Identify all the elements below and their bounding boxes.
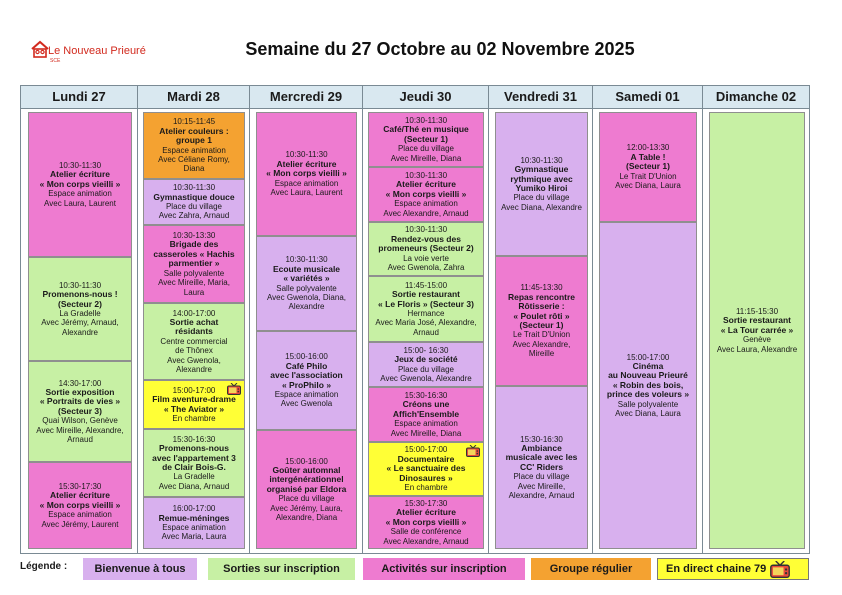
event-place: Espace animation	[394, 199, 458, 209]
event-name: rythmique avec	[510, 173, 573, 184]
event-staff: Avec Céliane Romy,	[158, 154, 230, 164]
event-staff: Mireille	[528, 349, 555, 359]
event-staff: Avec Alexandre, Arnaud	[383, 208, 469, 218]
legend-label: Bienvenue à tous	[94, 563, 186, 575]
event-card	[143, 303, 245, 380]
event-name: Sortie exposition	[45, 386, 115, 397]
day-header: Samedi 01	[593, 86, 702, 109]
event-name: (Secteur 1)	[404, 133, 448, 144]
event-name: « Mon corps vieilli »	[385, 188, 467, 199]
event-staff: Avec Zahra, Arnaud	[158, 211, 230, 221]
day-header: Mardi 28	[138, 86, 249, 109]
event-name: groupe 1	[176, 135, 212, 146]
event-name: au Nouveau Prieuré	[608, 370, 688, 381]
event-name: Créons une	[402, 399, 450, 410]
event-card	[28, 112, 132, 257]
event-name: Goûter automnal	[272, 464, 341, 475]
event-name: « Mon corps vieilli »	[39, 499, 121, 510]
event-place: Place du village	[278, 494, 335, 504]
event-time: 11:45-15:00	[404, 280, 448, 290]
event-time: 15:00-17:00	[626, 352, 670, 362]
event-time: 15:30-17:30	[404, 498, 448, 508]
legend-direct	[657, 558, 809, 580]
event-staff: Alexandre, Diana	[275, 513, 338, 523]
event-name: résidants	[175, 326, 213, 337]
event-time: 10:30-11:30	[404, 170, 448, 180]
event-card	[368, 342, 484, 387]
legend-activites	[363, 558, 525, 580]
event-place: Centre commercial	[160, 336, 228, 346]
event-name: Atelier écriture	[396, 507, 456, 518]
event-place: La Gradelle	[173, 472, 215, 482]
event-staff: Avec Diana, Alexandre	[501, 202, 582, 212]
event-name: Affich'Ensemble	[392, 408, 460, 419]
event-place: Espace animation	[162, 145, 226, 155]
day-column-mardi	[138, 86, 250, 553]
event-name: Gymnastique	[514, 164, 569, 175]
day-column-mercredi	[250, 86, 363, 553]
schedule-grid	[20, 85, 810, 554]
event-time: 15:00-17:00	[404, 445, 448, 455]
event-place: Genève	[742, 335, 772, 345]
event-place: Le Trait D'Union	[619, 171, 677, 181]
legend-bienvenue	[83, 558, 197, 580]
event-time: 10:30-11:30	[58, 160, 102, 170]
event-name: CC' Riders	[519, 461, 564, 472]
day-column-lundi	[21, 86, 138, 553]
event-name: Atelier écriture	[50, 490, 110, 501]
event-time: 10:15-11:45	[172, 117, 216, 127]
event-staff: Avec Laura, Laurent	[44, 198, 116, 208]
event-name: musicale avec les	[505, 452, 578, 463]
event-staff: Alexandre	[175, 365, 213, 375]
event-place: La Gradelle	[59, 309, 101, 318]
event-time: 10:30-11:30	[58, 280, 102, 290]
event-staff: Avec Jérémy, Laurent	[41, 519, 119, 529]
event-name: Rendez-vous des	[391, 233, 461, 244]
event-staff: Avec Mireille, Alexandre,	[36, 425, 124, 435]
event-time: 15:30-17:30	[58, 481, 102, 491]
event-name: Yumiko Hiroi	[515, 183, 568, 193]
event-name: Repas rencontre	[507, 291, 576, 302]
event-card	[143, 112, 245, 179]
event-name: (Secteur 1)	[519, 320, 564, 330]
event-time: 10:30-11:30	[404, 225, 448, 235]
legend-label: Sorties sur inscription	[223, 563, 340, 575]
event-place: Salle polyvalente	[163, 268, 225, 278]
event-card	[256, 331, 357, 430]
event-card	[256, 430, 357, 549]
event-card	[28, 462, 132, 549]
event-staff: Avec Diana, Laura	[615, 181, 681, 191]
event-name: promeneurs (Secteur 2)	[378, 243, 474, 254]
event-place: Place du village	[513, 472, 570, 482]
event-card	[368, 442, 484, 496]
event-name: « La Tour carrée »	[720, 324, 794, 335]
event-time: 16:00-17:00	[172, 504, 216, 514]
event-staff: Avec Gwenola	[280, 399, 333, 409]
event-place: Salle de conférence	[390, 527, 462, 537]
event-time: 15:30-16:30	[520, 434, 563, 444]
event-place: Espace animation	[48, 510, 112, 520]
event-staff: Alexandre	[288, 302, 325, 312]
event-time: 10:30-11:30	[172, 183, 216, 193]
event-staff: Avec Alexandre,	[512, 339, 571, 349]
event-name: (Secteur 1)	[626, 161, 670, 172]
event-place: Espace animation	[274, 389, 339, 399]
event-place: La voie verte	[403, 253, 449, 263]
event-name: « Mon corps vieilli »	[385, 516, 467, 527]
event-name: « Robin des bois,	[612, 379, 684, 390]
event-staff: Avec Gwenola, Alexandre	[380, 373, 472, 383]
event-card	[28, 257, 132, 361]
event-card	[28, 361, 132, 462]
event-card	[143, 225, 245, 303]
legend-label: Activités sur inscription	[381, 563, 507, 575]
day-header: Lundi 27	[21, 86, 137, 109]
event-staff: Alexandre	[61, 327, 99, 337]
event-card	[599, 112, 697, 222]
event-time: 15:00-16:00	[285, 352, 328, 362]
event-place: Hermance	[407, 309, 445, 318]
event-card	[495, 112, 588, 256]
legend-label: En direct chaine 79	[666, 563, 767, 575]
event-place: Place du village	[397, 364, 455, 374]
event-name: Cinéma	[632, 360, 664, 371]
event-place: Place du village	[165, 202, 223, 211]
event-card	[495, 256, 588, 386]
event-staff: Avec Mireille, Diana	[390, 153, 462, 163]
event-place: Espace animation	[48, 189, 112, 199]
day-header: Dimanche 02	[703, 86, 809, 109]
event-name: Promenons-nous !	[42, 289, 118, 300]
event-place: Espace animation	[394, 419, 458, 429]
event-card	[368, 222, 484, 276]
event-time: 15:30-16:30	[172, 434, 216, 444]
event-time: 15:00-17:00	[172, 385, 216, 395]
event-time: 14:30-17:00	[58, 378, 102, 388]
event-staff: Laura	[183, 287, 205, 297]
event-place: Salle polyvalente	[617, 399, 679, 409]
event-name: « Mon corps vieilli »	[39, 178, 121, 189]
tv-icon	[227, 383, 241, 395]
event-time: 15:30-16:30	[404, 390, 448, 400]
event-staff: Avec Gwenola, Zahra	[387, 263, 465, 273]
event-place: Quai Wilson, Genève	[42, 416, 118, 426]
event-name: Atelier couleurs :	[159, 125, 229, 136]
day-header: Vendredi 31	[489, 86, 592, 109]
event-name: Dinosaures »	[399, 472, 453, 483]
event-name: Café Philo	[285, 360, 328, 371]
event-card	[495, 386, 588, 549]
event-name: Café/Thé en musique	[383, 124, 469, 135]
event-staff: Alexandre, Arnaud	[508, 491, 575, 501]
event-name: (Secteur 2)	[58, 298, 102, 309]
event-name: « Mon corps vieilli »	[266, 168, 347, 179]
event-staff: Avec Alexandre, Arnaud	[383, 536, 469, 546]
day-header: Mercredi 29	[250, 86, 362, 109]
event-staff: Avec Maria José, Alexandre,	[375, 318, 477, 328]
event-card	[368, 276, 484, 342]
event-card	[709, 112, 805, 549]
event-name: intergénérationnel	[269, 474, 344, 485]
event-name: Atelier écriture	[276, 158, 337, 169]
event-time: 10:30-13:30	[172, 231, 216, 241]
event-name: parmentier »	[168, 258, 220, 269]
day-header: Jeudi 30	[363, 86, 488, 109]
event-name: « Le sanctuaire des	[386, 463, 466, 474]
event-place: Le Trait D'Union	[512, 330, 571, 340]
event-card	[599, 222, 697, 549]
event-name: Film aventure-drame	[152, 394, 236, 405]
event-name: Ecoute musicale	[272, 263, 341, 274]
event-name: Sortie restaurant	[722, 315, 792, 326]
event-staff: Avec Laura, Laurent	[270, 188, 343, 198]
event-staff: Avec Mireille, Diana	[390, 428, 462, 438]
event-name: organisé par Eldora	[266, 483, 347, 494]
event-time: 11:15-15:30	[735, 306, 779, 316]
event-name: prince des voleurs »	[606, 389, 690, 400]
event-card	[143, 429, 245, 497]
event-place: de Thônex	[175, 346, 213, 356]
tv-icon	[770, 561, 790, 578]
event-name: « Le Floris » (Secteur 3)	[378, 298, 474, 309]
event-time: 15:00- 16:30	[403, 345, 449, 355]
event-staff: Avec Jérémy, Arnaud,	[41, 318, 119, 328]
legend-title: Légende :	[20, 561, 68, 572]
event-time: 10:30-11:30	[285, 150, 328, 160]
event-place: Salle polyvalente	[276, 283, 337, 293]
logo-sub: SCE	[50, 58, 61, 64]
event-name: Jeux de société	[394, 354, 458, 365]
priory-logo-icon	[30, 39, 50, 61]
day-column-dimanche	[703, 86, 809, 553]
event-time: 14:00-17:00	[172, 308, 216, 318]
event-staff: Avec Diana, Laura	[615, 409, 681, 419]
event-name: Promenons-nous	[159, 443, 229, 454]
event-place: Espace animation	[274, 178, 339, 188]
event-time: 10:30-11:30	[285, 255, 328, 265]
legend-groupe	[531, 558, 651, 580]
event-name: avec l'association	[270, 370, 343, 381]
event-name: « ProPhilo »	[281, 379, 332, 390]
event-name: Atelier écriture	[50, 169, 110, 180]
event-place: En chambre	[172, 413, 216, 423]
event-card	[256, 112, 357, 236]
tv-icon	[466, 445, 480, 457]
event-name: (Secteur 3)	[58, 405, 102, 416]
event-name: Remue-méninges	[158, 512, 230, 523]
page-title: Semaine du 27 Octobre au 02 Novembre 2025	[245, 39, 635, 59]
event-time: 10:30-11:30	[404, 115, 448, 125]
event-name: « The Aviator »	[163, 403, 225, 414]
event-time: 11:45-13:30	[520, 283, 563, 293]
event-name: Atelier écriture	[396, 179, 456, 190]
event-name: « Poulet rôti »	[513, 310, 570, 321]
event-card	[368, 496, 484, 549]
legend-sorties	[208, 558, 355, 580]
event-card	[256, 236, 357, 331]
event-place: Espace animation	[162, 523, 226, 532]
event-place: Place du village	[513, 193, 570, 203]
day-column-vendredi	[489, 86, 593, 553]
event-place: Place du village	[397, 144, 455, 154]
event-time: 12:00-13:30	[626, 143, 670, 153]
event-time: 15:00-16:00	[285, 456, 328, 466]
event-card	[368, 167, 484, 222]
event-staff: Avec Jérémy, Laura,	[270, 503, 343, 513]
event-card	[368, 112, 484, 167]
day-column-jeudi	[363, 86, 489, 553]
day-column-samedi	[593, 86, 703, 553]
event-staff: Avec Maria, Laura	[161, 532, 227, 542]
event-card	[143, 179, 245, 225]
event-card	[368, 387, 484, 442]
event-staff: Diana	[183, 164, 205, 174]
event-time: 10:30-11:30	[520, 155, 563, 165]
event-staff: Avec Gwenola,	[167, 355, 221, 365]
event-name: A Table !	[630, 151, 666, 162]
event-staff: Arnaud	[67, 435, 93, 445]
logo-name: Le Nouveau Prieuré	[48, 45, 146, 57]
event-staff: Avec Mireille,	[517, 481, 566, 491]
event-staff: Avec Diana, Arnaud	[158, 481, 230, 491]
legend-label: Groupe régulier	[549, 563, 633, 575]
event-card	[143, 497, 245, 549]
event-place: En chambre	[404, 483, 448, 493]
event-name: Brigade des	[169, 239, 219, 250]
event-name: casseroles « Hachis	[153, 248, 235, 259]
event-staff: Avec Mireille, Maria,	[158, 278, 230, 288]
event-name: « Portraits de vies »	[39, 396, 121, 407]
event-staff: Avec Laura, Alexandre	[716, 344, 798, 354]
event-name: avec l'appartement 3	[152, 452, 236, 463]
event-name: Sortie achat	[169, 316, 219, 327]
logo	[30, 39, 160, 65]
event-name: « variétés »	[283, 273, 330, 284]
event-name: Gymnastique douce	[153, 191, 235, 202]
event-staff: Avec Gwenola, Diana,	[266, 292, 346, 302]
event-name: de Clair Bois-G.	[162, 462, 226, 472]
event-card	[143, 380, 245, 429]
event-name: Sortie restaurant	[391, 289, 461, 300]
event-name: Documentaire	[397, 453, 455, 464]
event-name: Rôtisserie :	[518, 301, 565, 312]
event-staff: Arnaud	[413, 327, 439, 337]
event-name: Ambiance	[521, 442, 562, 453]
